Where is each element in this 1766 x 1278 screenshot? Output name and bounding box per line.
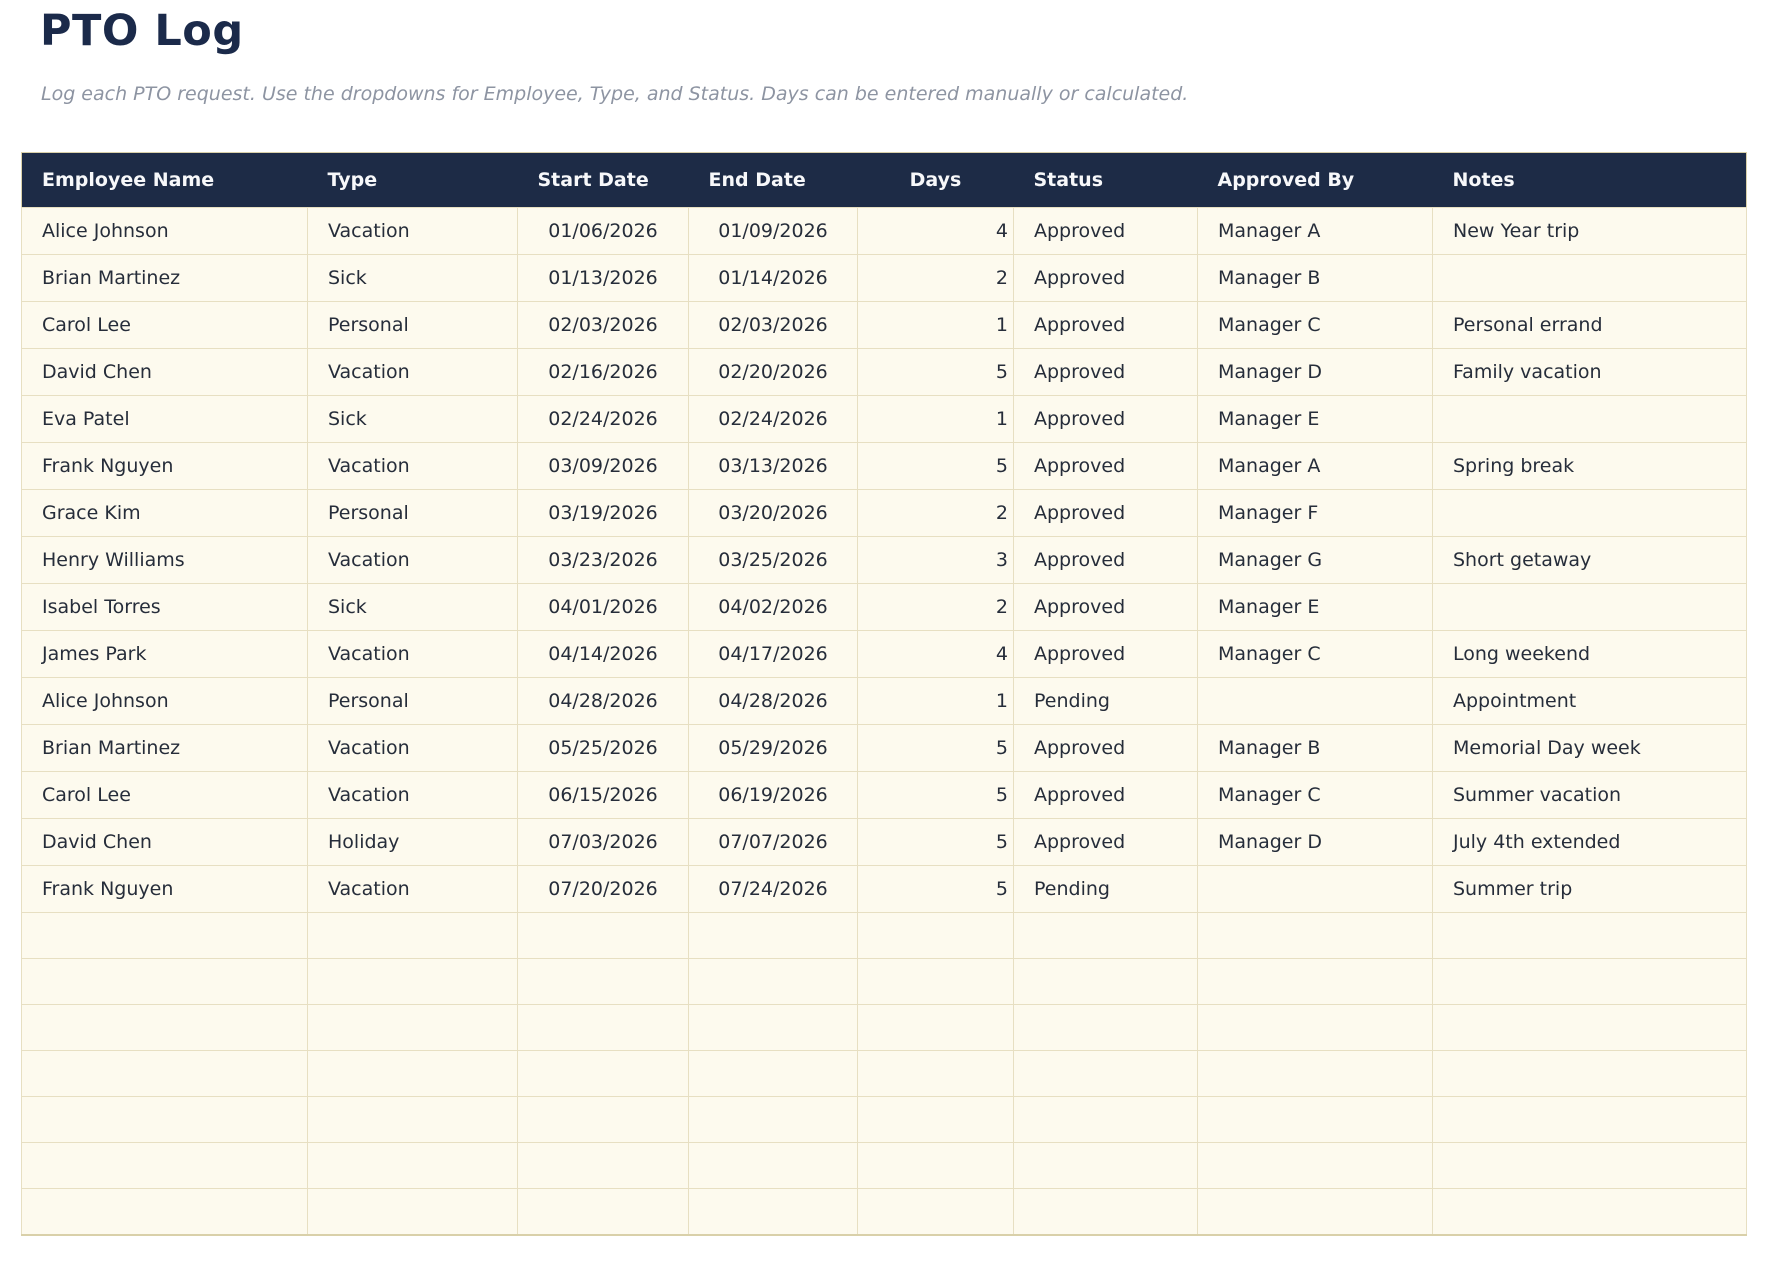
cell-end-date[interactable]: 04/17/2026 — [689, 631, 858, 678]
cell-days[interactable]: 1 — [858, 396, 1014, 443]
cell-employee[interactable]: Isabel Torres — [22, 584, 308, 631]
cell-start-date[interactable]: 07/03/2026 — [518, 819, 689, 866]
col-notes: Notes — [1433, 153, 1747, 208]
cell-notes[interactable]: July 4th extended — [1433, 819, 1747, 866]
empty-cell[interactable] — [308, 1097, 518, 1143]
cell-approved-by[interactable]: Manager D — [1198, 819, 1433, 866]
empty-cell[interactable] — [689, 913, 858, 959]
cell-end-date[interactable]: 01/09/2026 — [689, 208, 858, 255]
empty-cell[interactable] — [1433, 1189, 1747, 1235]
empty-cell[interactable] — [1014, 1189, 1198, 1235]
cell-end-date[interactable]: 04/28/2026 — [689, 678, 858, 725]
cell-type[interactable]: Vacation — [308, 631, 518, 678]
table-row — [22, 443, 1747, 490]
cell-start-date[interactable]: 04/01/2026 — [518, 584, 689, 631]
cell-type[interactable]: Holiday — [308, 819, 518, 866]
cell-status[interactable]: Approved — [1014, 255, 1198, 302]
cell-employee[interactable]: Frank Nguyen — [22, 443, 308, 490]
cell-end-date[interactable]: 03/13/2026 — [689, 443, 858, 490]
cell-notes[interactable]: Personal errand — [1433, 302, 1747, 349]
cell-approved-by[interactable]: Manager F — [1198, 490, 1433, 537]
cell-notes[interactable]: New Year trip — [1433, 208, 1747, 255]
cell-employee[interactable]: James Park — [22, 631, 308, 678]
cell-status[interactable]: Approved — [1014, 349, 1198, 396]
table-row — [22, 584, 1747, 631]
cell-approved-by[interactable]: Manager B — [1198, 255, 1433, 302]
col-end-date: End Date — [689, 153, 858, 208]
cell-notes[interactable]: Summer trip — [1433, 866, 1747, 913]
cell-end-date[interactable]: 02/03/2026 — [689, 302, 858, 349]
col-approved-by: Approved By — [1198, 153, 1433, 208]
cell-status[interactable]: Approved — [1014, 725, 1198, 772]
cell-type[interactable]: Sick — [308, 396, 518, 443]
cell-status[interactable]: Approved — [1014, 537, 1198, 584]
cell-approved-by[interactable]: Manager D — [1198, 349, 1433, 396]
empty-cell[interactable] — [22, 913, 308, 959]
cell-status[interactable]: Approved — [1014, 396, 1198, 443]
cell-end-date[interactable]: 03/20/2026 — [689, 490, 858, 537]
header-row — [22, 153, 1747, 208]
empty-cell[interactable] — [1433, 959, 1747, 1005]
empty-cell[interactable] — [518, 1051, 689, 1097]
cell-end-date[interactable]: 01/14/2026 — [689, 255, 858, 302]
cell-notes[interactable]: Spring break — [1433, 443, 1747, 490]
cell-employee[interactable]: Frank Nguyen — [22, 866, 308, 913]
table-row — [22, 725, 1747, 772]
cell-start-date[interactable]: 02/16/2026 — [518, 349, 689, 396]
table-row — [22, 819, 1747, 866]
empty-cell[interactable] — [308, 1051, 518, 1097]
cell-days[interactable]: 2 — [858, 584, 1014, 631]
empty-cell[interactable] — [1433, 1051, 1747, 1097]
empty-cell[interactable] — [1198, 959, 1433, 1005]
page-subtitle: Log each PTO request. Use the dropdowns for Employee, Type, and Status. Days can be entered manually or calculated. — [41, 83, 1189, 105]
empty-cell[interactable] — [1198, 1189, 1433, 1235]
empty-cell[interactable] — [308, 913, 518, 959]
empty-cell[interactable] — [858, 959, 1014, 1005]
cell-approved-by[interactable]: Manager E — [1198, 584, 1433, 631]
cell-type[interactable]: Vacation — [308, 772, 518, 819]
cell-approved-by[interactable]: Manager C — [1198, 772, 1433, 819]
cell-approved-by[interactable]: Manager C — [1198, 302, 1433, 349]
table-row — [22, 631, 1747, 678]
empty-cell[interactable] — [518, 1189, 689, 1235]
empty-cell[interactable] — [689, 1097, 858, 1143]
cell-days[interactable]: 1 — [858, 678, 1014, 725]
empty-cell[interactable] — [858, 1143, 1014, 1189]
empty-cell[interactable] — [1433, 1143, 1747, 1189]
empty-cell[interactable] — [858, 1005, 1014, 1051]
empty-cell[interactable] — [518, 913, 689, 959]
table-row — [22, 349, 1747, 396]
cell-type[interactable]: Sick — [308, 255, 518, 302]
empty-cell[interactable] — [689, 1143, 858, 1189]
empty-cell[interactable] — [1014, 1097, 1198, 1143]
empty-cell[interactable] — [1014, 959, 1198, 1005]
cell-status[interactable]: Approved — [1014, 208, 1198, 255]
col-start-date: Start Date — [518, 153, 689, 208]
cell-approved-by[interactable] — [1198, 866, 1433, 913]
empty-cell[interactable] — [518, 959, 689, 1005]
cell-type[interactable]: Personal — [308, 490, 518, 537]
cell-notes[interactable]: Long weekend — [1433, 631, 1747, 678]
empty-cell[interactable] — [1433, 1005, 1747, 1051]
empty-cell[interactable] — [1198, 1143, 1433, 1189]
empty-cell[interactable] — [22, 1143, 308, 1189]
cell-notes[interactable]: Memorial Day week — [1433, 725, 1747, 772]
cell-type[interactable]: Vacation — [308, 443, 518, 490]
cell-employee[interactable]: Brian Martinez — [22, 725, 308, 772]
cell-type[interactable]: Vacation — [308, 208, 518, 255]
empty-cell[interactable] — [1198, 1051, 1433, 1097]
empty-cell[interactable] — [22, 1189, 308, 1235]
cell-days[interactable]: 4 — [858, 631, 1014, 678]
cell-type[interactable]: Personal — [308, 302, 518, 349]
empty-cell[interactable] — [22, 959, 308, 1005]
empty-table-row — [22, 1097, 1747, 1143]
cell-days[interactable]: 3 — [858, 537, 1014, 584]
cell-start-date[interactable]: 04/14/2026 — [518, 631, 689, 678]
empty-cell[interactable] — [1198, 913, 1433, 959]
cell-approved-by[interactable]: Manager A — [1198, 443, 1433, 490]
table-row — [22, 772, 1747, 819]
empty-cell[interactable] — [1198, 1005, 1433, 1051]
table-row — [22, 490, 1747, 537]
cell-status[interactable]: Approved — [1014, 443, 1198, 490]
col-status: Status — [1014, 153, 1198, 208]
cell-start-date[interactable]: 02/24/2026 — [518, 396, 689, 443]
cell-type[interactable]: Vacation — [308, 349, 518, 396]
cell-start-date[interactable]: 04/28/2026 — [518, 678, 689, 725]
empty-cell[interactable] — [1014, 1143, 1198, 1189]
cell-status[interactable]: Approved — [1014, 584, 1198, 631]
table-row — [22, 678, 1747, 725]
cell-days[interactable]: 2 — [858, 490, 1014, 537]
empty-table-row — [22, 959, 1747, 1005]
cell-days[interactable]: 5 — [858, 349, 1014, 396]
cell-end-date[interactable]: 06/19/2026 — [689, 772, 858, 819]
empty-cell[interactable] — [858, 1189, 1014, 1235]
cell-end-date[interactable]: 07/07/2026 — [689, 819, 858, 866]
cell-end-date[interactable]: 02/24/2026 — [689, 396, 858, 443]
cell-status[interactable]: Approved — [1014, 772, 1198, 819]
cell-status[interactable]: Approved — [1014, 631, 1198, 678]
cell-days[interactable]: 5 — [858, 819, 1014, 866]
empty-cell[interactable] — [689, 1005, 858, 1051]
empty-cell[interactable] — [518, 1097, 689, 1143]
cell-start-date[interactable]: 05/25/2026 — [518, 725, 689, 772]
empty-cell[interactable] — [1433, 913, 1747, 959]
cell-days[interactable]: 2 — [858, 255, 1014, 302]
cell-notes[interactable] — [1433, 490, 1747, 537]
cell-notes[interactable]: Summer vacation — [1433, 772, 1747, 819]
cell-type[interactable]: Vacation — [308, 725, 518, 772]
cell-employee[interactable]: David Chen — [22, 819, 308, 866]
cell-days[interactable]: 5 — [858, 866, 1014, 913]
cell-notes[interactable]: Appointment — [1433, 678, 1747, 725]
cell-employee[interactable]: Carol Lee — [22, 772, 308, 819]
page-title: PTO Log — [40, 6, 244, 56]
cell-notes[interactable]: Short getaway — [1433, 537, 1747, 584]
cell-status[interactable]: Approved — [1014, 302, 1198, 349]
cell-type[interactable]: Sick — [308, 584, 518, 631]
table-row — [22, 255, 1747, 302]
empty-cell[interactable] — [1198, 1097, 1433, 1143]
empty-cell[interactable] — [858, 1051, 1014, 1097]
cell-approved-by[interactable]: Manager E — [1198, 396, 1433, 443]
cell-end-date[interactable]: 02/20/2026 — [689, 349, 858, 396]
cell-status[interactable]: Pending — [1014, 866, 1198, 913]
cell-start-date[interactable]: 01/13/2026 — [518, 255, 689, 302]
empty-cell[interactable] — [689, 1189, 858, 1235]
col-employee-name: Employee Name — [22, 153, 308, 208]
empty-cell[interactable] — [308, 1005, 518, 1051]
empty-cell[interactable] — [518, 1005, 689, 1051]
empty-cell[interactable] — [1014, 913, 1198, 959]
cell-status[interactable]: Pending — [1014, 678, 1198, 725]
cell-approved-by[interactable] — [1198, 678, 1433, 725]
empty-cell[interactable] — [1433, 1097, 1747, 1143]
cell-start-date[interactable]: 02/03/2026 — [518, 302, 689, 349]
cell-employee[interactable]: David Chen — [22, 349, 308, 396]
cell-employee[interactable]: Grace Kim — [22, 490, 308, 537]
empty-cell[interactable] — [22, 1051, 308, 1097]
empty-cell[interactable] — [689, 959, 858, 1005]
cell-days[interactable]: 5 — [858, 772, 1014, 819]
col-type: Type — [308, 153, 518, 208]
empty-cell[interactable] — [308, 1143, 518, 1189]
table-row — [22, 537, 1747, 584]
empty-table-row — [22, 1051, 1747, 1097]
table-row — [22, 866, 1747, 913]
cell-start-date[interactable]: 03/23/2026 — [518, 537, 689, 584]
empty-cell[interactable] — [858, 913, 1014, 959]
cell-employee[interactable]: Alice Johnson — [22, 678, 308, 725]
empty-table-row — [22, 1143, 1747, 1189]
cell-start-date[interactable]: 01/06/2026 — [518, 208, 689, 255]
empty-cell[interactable] — [858, 1097, 1014, 1143]
table-row — [22, 396, 1747, 443]
cell-employee[interactable]: Brian Martinez — [22, 255, 308, 302]
cell-days[interactable]: 1 — [858, 302, 1014, 349]
cell-type[interactable]: Vacation — [308, 537, 518, 584]
empty-cell[interactable] — [22, 1005, 308, 1051]
cell-notes[interactable]: Family vacation — [1433, 349, 1747, 396]
empty-table-row — [22, 913, 1747, 959]
cell-employee[interactable]: Carol Lee — [22, 302, 308, 349]
cell-days[interactable]: 5 — [858, 725, 1014, 772]
cell-employee[interactable]: Alice Johnson — [22, 208, 308, 255]
cell-end-date[interactable]: 03/25/2026 — [689, 537, 858, 584]
cell-start-date[interactable]: 07/20/2026 — [518, 866, 689, 913]
empty-table-row — [22, 1005, 1747, 1051]
cell-end-date[interactable]: 04/02/2026 — [689, 584, 858, 631]
cell-days[interactable]: 4 — [858, 208, 1014, 255]
cell-days[interactable]: 5 — [858, 443, 1014, 490]
cell-start-date[interactable]: 06/15/2026 — [518, 772, 689, 819]
cell-approved-by[interactable]: Manager B — [1198, 725, 1433, 772]
cell-employee[interactable]: Eva Patel — [22, 396, 308, 443]
cell-notes[interactable] — [1433, 584, 1747, 631]
empty-cell[interactable] — [308, 1189, 518, 1235]
table-row — [22, 302, 1747, 349]
cell-type[interactable]: Personal — [308, 678, 518, 725]
cell-end-date[interactable]: 07/24/2026 — [689, 866, 858, 913]
col-days: Days — [858, 153, 1014, 208]
empty-cell[interactable] — [22, 1097, 308, 1143]
cell-approved-by[interactable]: Manager A — [1198, 208, 1433, 255]
empty-table-row — [22, 1189, 1747, 1235]
cell-start-date[interactable]: 03/09/2026 — [518, 443, 689, 490]
cell-status[interactable]: Approved — [1014, 819, 1198, 866]
cell-type[interactable]: Vacation — [308, 866, 518, 913]
cell-end-date[interactable]: 05/29/2026 — [689, 725, 858, 772]
cell-notes[interactable] — [1433, 396, 1747, 443]
cell-approved-by[interactable]: Manager C — [1198, 631, 1433, 678]
empty-cell[interactable] — [518, 1143, 689, 1189]
empty-cell[interactable] — [1014, 1051, 1198, 1097]
empty-cell[interactable] — [308, 959, 518, 1005]
empty-cell[interactable] — [689, 1051, 858, 1097]
cell-employee[interactable]: Henry Williams — [22, 537, 308, 584]
cell-status[interactable]: Approved — [1014, 490, 1198, 537]
empty-cell[interactable] — [1014, 1005, 1198, 1051]
cell-notes[interactable] — [1433, 255, 1747, 302]
pto-log-table — [21, 152, 1747, 1236]
cell-approved-by[interactable]: Manager G — [1198, 537, 1433, 584]
cell-start-date[interactable]: 03/19/2026 — [518, 490, 689, 537]
table-row — [22, 208, 1747, 255]
